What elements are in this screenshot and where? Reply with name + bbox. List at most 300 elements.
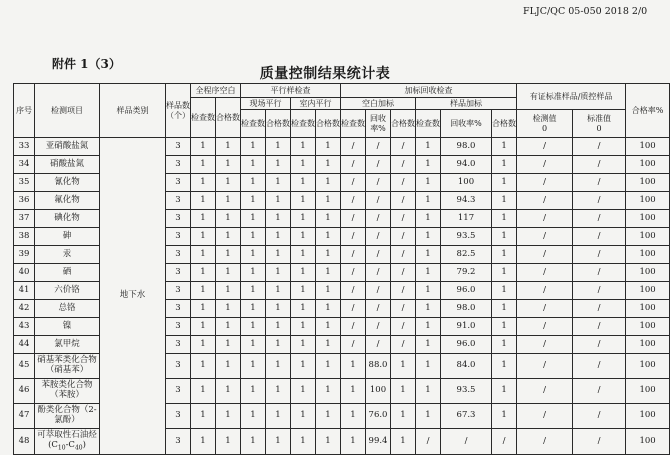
header-pass: 合格数 <box>266 110 291 138</box>
cell-bspike-recovery: / <box>366 174 391 192</box>
cell-bspike-checked: / <box>341 264 366 282</box>
cell-bspike-checked: 1 <box>341 379 366 404</box>
cell-blank-checked: 1 <box>191 228 216 246</box>
cell-lab-checked: 1 <box>291 282 316 300</box>
cell-no: 46 <box>14 379 35 404</box>
cell-bspike-recovery: / <box>366 192 391 210</box>
header-item: 检测项目 <box>35 84 100 138</box>
header-checked: 检查数 <box>416 110 441 138</box>
cell-blank-pass: 1 <box>216 138 241 156</box>
cell-item: 氟化物 <box>35 192 100 210</box>
cell-lab-pass: 1 <box>316 282 341 300</box>
cell-bspike-checked: 1 <box>341 404 366 429</box>
cell-field-pass: 1 <box>266 138 291 156</box>
cell-lab-checked: 1 <box>291 264 316 282</box>
cell-blank-pass: 1 <box>216 354 241 379</box>
cell-pass-rate: 100 <box>626 210 670 228</box>
cell-measured: / <box>517 192 573 210</box>
cell-sample-count: 3 <box>166 354 191 379</box>
cell-blank-checked: 1 <box>191 192 216 210</box>
cell-standard: / <box>573 174 626 192</box>
cell-item: 硝酸盐氮 <box>35 156 100 174</box>
cell-bspike-recovery: / <box>366 300 391 318</box>
cell-item: 氯甲烷 <box>35 336 100 354</box>
cell-lab-pass: 1 <box>316 379 341 404</box>
cell-bspike-recovery: / <box>366 282 391 300</box>
cell-standard: / <box>573 379 626 404</box>
cell-standard: / <box>573 336 626 354</box>
cell-blank-checked: 1 <box>191 246 216 264</box>
cell-bspike-pass: / <box>391 282 416 300</box>
cell-no: 34 <box>14 156 35 174</box>
cell-pass-rate: 100 <box>626 318 670 336</box>
cell-field-checked: 1 <box>241 300 266 318</box>
cell-bspike-checked: 1 <box>341 429 366 455</box>
cell-item: 亚硝酸盐氮 <box>35 138 100 156</box>
cell-field-pass: 1 <box>266 210 291 228</box>
cell-sspike-pass: 1 <box>492 138 517 156</box>
header-sample-spike: 样品加标 <box>416 98 517 110</box>
cell-field-pass: 1 <box>266 379 291 404</box>
cell-bspike-pass: / <box>391 174 416 192</box>
cell-standard: / <box>573 228 626 246</box>
cell-lab-pass: 1 <box>316 264 341 282</box>
cell-blank-pass: 1 <box>216 156 241 174</box>
cell-item: 苯胺类化合物（苯胺） <box>35 379 100 404</box>
cell-blank-checked: 1 <box>191 404 216 429</box>
cell-field-checked: 1 <box>241 354 266 379</box>
table-title: 质量控制结果统计表 <box>259 66 391 82</box>
cell-item: 汞 <box>35 246 100 264</box>
cell-pass-rate: 100 <box>626 354 670 379</box>
cell-sspike-pass: 1 <box>492 354 517 379</box>
cell-field-pass: 1 <box>266 192 291 210</box>
cell-sspike-checked: 1 <box>416 404 441 429</box>
cell-sspike-checked: 1 <box>416 210 441 228</box>
cell-sspike-recovery: 98.0 <box>441 138 492 156</box>
cell-sspike-checked: / <box>416 429 441 455</box>
cell-pass-rate: 100 <box>626 336 670 354</box>
cell-bspike-recovery: / <box>366 210 391 228</box>
cell-bspike-recovery: / <box>366 228 391 246</box>
cell-item: 酚类化合物（2-氯酚） <box>35 404 100 429</box>
header-measured: 检测值 0 <box>517 110 573 138</box>
cell-sspike-checked: 1 <box>416 354 441 379</box>
cell-measured: / <box>517 246 573 264</box>
cell-sspike-pass: 1 <box>492 228 517 246</box>
cell-sspike-recovery: 96.0 <box>441 282 492 300</box>
cell-sspike-checked: 1 <box>416 318 441 336</box>
cell-field-checked: 1 <box>241 192 266 210</box>
cell-measured: / <box>517 379 573 404</box>
cell-lab-checked: 1 <box>291 354 316 379</box>
cell-sspike-checked: 1 <box>416 192 441 210</box>
cell-no: 37 <box>14 210 35 228</box>
cell-lab-checked: 1 <box>291 228 316 246</box>
cell-sspike-recovery: 79.2 <box>441 264 492 282</box>
header-blank-checked: 检查数 <box>191 98 216 138</box>
cell-field-pass: 1 <box>266 318 291 336</box>
cell-blank-checked: 1 <box>191 379 216 404</box>
cell-field-checked: 1 <box>241 246 266 264</box>
cell-lab-pass: 1 <box>316 192 341 210</box>
header-seq: 序号 <box>14 84 35 138</box>
cell-sspike-recovery: / <box>441 429 492 455</box>
cell-blank-checked: 1 <box>191 156 216 174</box>
cell-standard: / <box>573 282 626 300</box>
cell-pass-rate: 100 <box>626 300 670 318</box>
cell-blank-pass: 1 <box>216 246 241 264</box>
cell-pass-rate: 100 <box>626 246 670 264</box>
header-checked: 检查数 <box>341 110 366 138</box>
cell-bspike-checked: / <box>341 300 366 318</box>
cell-pass-rate: 100 <box>626 404 670 429</box>
cell-lab-pass: 1 <box>316 404 341 429</box>
cell-field-pass: 1 <box>266 404 291 429</box>
cell-standard: / <box>573 264 626 282</box>
cell-pass-rate: 100 <box>626 282 670 300</box>
cell-lab-pass: 1 <box>316 210 341 228</box>
cell-sspike-recovery: 84.0 <box>441 354 492 379</box>
cell-sspike-pass: 1 <box>492 336 517 354</box>
cell-bspike-checked: / <box>341 228 366 246</box>
cell-no: 44 <box>14 336 35 354</box>
qc-results-table <box>13 83 670 455</box>
cell-sspike-recovery: 117 <box>441 210 492 228</box>
cell-blank-pass: 1 <box>216 336 241 354</box>
cell-field-checked: 1 <box>241 264 266 282</box>
cell-lab-checked: 1 <box>291 318 316 336</box>
cell-blank-pass: 1 <box>216 228 241 246</box>
header-standard: 标准值 0 <box>573 110 626 138</box>
cell-sspike-pass: 1 <box>492 174 517 192</box>
cell-lab-pass: 1 <box>316 429 341 455</box>
header-pass: 合格数 <box>391 110 416 138</box>
cell-bspike-pass: / <box>391 318 416 336</box>
cell-field-pass: 1 <box>266 174 291 192</box>
cell-blank-pass: 1 <box>216 404 241 429</box>
cell-pass-rate: 100 <box>626 156 670 174</box>
cell-no: 35 <box>14 174 35 192</box>
header-blank-pass: 合格数 <box>216 98 241 138</box>
cell-bspike-pass: 1 <box>391 354 416 379</box>
cell-blank-checked: 1 <box>191 318 216 336</box>
table-row <box>14 138 670 156</box>
cell-pass-rate: 100 <box>626 228 670 246</box>
cell-blank-pass: 1 <box>216 282 241 300</box>
cell-lab-checked: 1 <box>291 138 316 156</box>
header-sample-count: 样品数（个） <box>166 84 191 138</box>
cell-standard: / <box>573 354 626 379</box>
cell-no: 41 <box>14 282 35 300</box>
cell-standard: / <box>573 300 626 318</box>
cell-blank-pass: 1 <box>216 300 241 318</box>
cell-sample-count: 3 <box>166 300 191 318</box>
cell-blank-checked: 1 <box>191 300 216 318</box>
cell-pass-rate: 100 <box>626 174 670 192</box>
cell-lab-pass: 1 <box>316 354 341 379</box>
cell-bspike-checked: / <box>341 138 366 156</box>
cell-blank-pass: 1 <box>216 379 241 404</box>
cell-field-checked: 1 <box>241 379 266 404</box>
cell-measured: / <box>517 318 573 336</box>
cell-lab-checked: 1 <box>291 404 316 429</box>
cell-blank-checked: 1 <box>191 174 216 192</box>
cell-bspike-recovery: 88.0 <box>366 354 391 379</box>
cell-blank-pass: 1 <box>216 192 241 210</box>
cell-bspike-checked: / <box>341 192 366 210</box>
cell-lab-pass: 1 <box>316 228 341 246</box>
cell-no: 43 <box>14 318 35 336</box>
cell-measured: / <box>517 138 573 156</box>
cell-sspike-pass: 1 <box>492 379 517 404</box>
cell-item: 氰化物 <box>35 174 100 192</box>
cell-sspike-pass: 1 <box>492 156 517 174</box>
header-pass-rate: 合格率% <box>626 84 670 138</box>
cell-bspike-pass: / <box>391 336 416 354</box>
cell-lab-checked: 1 <box>291 156 316 174</box>
cell-item: 六价铬 <box>35 282 100 300</box>
cell-sample-count: 3 <box>166 404 191 429</box>
cell-blank-checked: 1 <box>191 354 216 379</box>
cell-item: 砷 <box>35 228 100 246</box>
cell-sample-count: 3 <box>166 246 191 264</box>
cell-pass-rate: 100 <box>626 429 670 455</box>
cell-bspike-pass: 1 <box>391 379 416 404</box>
cell-bspike-checked: / <box>341 156 366 174</box>
cell-measured: / <box>517 282 573 300</box>
cell-item: 可萃取性石油烃 $(C_{10}-C_{40})$ <box>35 429 100 455</box>
cell-bspike-pass: 1 <box>391 429 416 455</box>
cell-lab-checked: 1 <box>291 379 316 404</box>
cell-no: 38 <box>14 228 35 246</box>
cell-bspike-pass: / <box>391 138 416 156</box>
cell-measured: / <box>517 174 573 192</box>
header-checked: 检查数 <box>241 110 266 138</box>
cell-field-pass: 1 <box>266 156 291 174</box>
cell-measured: / <box>517 264 573 282</box>
cell-sample-count: 3 <box>166 138 191 156</box>
cell-sspike-recovery: 94.3 <box>441 192 492 210</box>
header-blank-spike: 空白加标 <box>341 98 416 110</box>
cell-sample-type: 地下水 <box>100 138 166 455</box>
cell-field-pass: 1 <box>266 246 291 264</box>
cell-no: 36 <box>14 192 35 210</box>
cell-field-pass: 1 <box>266 282 291 300</box>
cell-sspike-recovery: 93.5 <box>441 228 492 246</box>
cell-measured: / <box>517 210 573 228</box>
cell-pass-rate: 100 <box>626 192 670 210</box>
cell-blank-pass: 1 <box>216 429 241 455</box>
cell-blank-pass: 1 <box>216 174 241 192</box>
cell-bspike-checked: / <box>341 174 366 192</box>
cell-sspike-pass: 1 <box>492 404 517 429</box>
cell-sspike-recovery: 98.0 <box>441 300 492 318</box>
cell-lab-pass: 1 <box>316 138 341 156</box>
cell-sample-count: 3 <box>166 192 191 210</box>
cell-sspike-recovery: 96.0 <box>441 336 492 354</box>
header-pass: 合格数 <box>316 110 341 138</box>
cell-field-checked: 1 <box>241 404 266 429</box>
cell-measured: / <box>517 300 573 318</box>
cell-bspike-recovery: 76.0 <box>366 404 391 429</box>
cell-lab-pass: 1 <box>316 246 341 264</box>
cell-blank-checked: 1 <box>191 336 216 354</box>
cell-sample-count: 3 <box>166 282 191 300</box>
cell-standard: / <box>573 192 626 210</box>
header-field-parallel: 现场平行 <box>241 98 291 110</box>
cell-pass-rate: 100 <box>626 138 670 156</box>
cell-field-checked: 1 <box>241 282 266 300</box>
cell-field-checked: 1 <box>241 156 266 174</box>
cell-sample-count: 3 <box>166 210 191 228</box>
cell-sspike-pass: 1 <box>492 318 517 336</box>
cell-blank-checked: 1 <box>191 138 216 156</box>
cell-measured: / <box>517 228 573 246</box>
cell-lab-checked: 1 <box>291 174 316 192</box>
cell-bspike-checked: / <box>341 336 366 354</box>
cell-sample-count: 3 <box>166 429 191 455</box>
cell-standard: / <box>573 210 626 228</box>
cell-sspike-checked: 1 <box>416 264 441 282</box>
cell-lab-pass: 1 <box>316 336 341 354</box>
cell-sample-count: 3 <box>166 264 191 282</box>
cell-item: 镍 <box>35 318 100 336</box>
cell-bspike-pass: / <box>391 156 416 174</box>
cell-no: 39 <box>14 246 35 264</box>
cell-lab-pass: 1 <box>316 156 341 174</box>
cell-lab-checked: 1 <box>291 246 316 264</box>
cell-bspike-recovery: / <box>366 264 391 282</box>
cell-field-checked: 1 <box>241 429 266 455</box>
cell-field-checked: 1 <box>241 138 266 156</box>
cell-field-pass: 1 <box>266 264 291 282</box>
cell-sample-count: 3 <box>166 174 191 192</box>
cell-bspike-pass: / <box>391 300 416 318</box>
cell-bspike-recovery: 99.4 <box>366 429 391 455</box>
cell-field-checked: 1 <box>241 210 266 228</box>
cell-item: 硒 <box>35 264 100 282</box>
cell-blank-checked: 1 <box>191 210 216 228</box>
header-spike-group: 加标回收检查 <box>341 84 517 98</box>
cell-field-pass: 1 <box>266 336 291 354</box>
cell-sample-count: 3 <box>166 379 191 404</box>
cell-sspike-checked: 1 <box>416 156 441 174</box>
cell-no: 47 <box>14 404 35 429</box>
cell-blank-checked: 1 <box>191 429 216 455</box>
cell-sspike-checked: 1 <box>416 174 441 192</box>
cell-no: 45 <box>14 354 35 379</box>
cell-sspike-checked: 1 <box>416 138 441 156</box>
cell-standard: / <box>573 246 626 264</box>
cell-standard: / <box>573 156 626 174</box>
cell-lab-pass: 1 <box>316 318 341 336</box>
cell-blank-pass: 1 <box>216 264 241 282</box>
cell-bspike-checked: / <box>341 210 366 228</box>
cell-measured: / <box>517 336 573 354</box>
cell-sspike-checked: 1 <box>416 379 441 404</box>
cell-lab-checked: 1 <box>291 210 316 228</box>
cell-measured: / <box>517 429 573 455</box>
cell-sspike-checked: 1 <box>416 336 441 354</box>
cell-bspike-pass: / <box>391 210 416 228</box>
cell-measured: / <box>517 404 573 429</box>
header-checked: 检查数 <box>291 110 316 138</box>
cell-sspike-checked: 1 <box>416 282 441 300</box>
cell-sspike-pass: 1 <box>492 246 517 264</box>
cell-lab-checked: 1 <box>291 192 316 210</box>
cell-item: 硝基苯类化合物（硝基苯） <box>35 354 100 379</box>
cell-sample-count: 3 <box>166 156 191 174</box>
cell-sspike-checked: 1 <box>416 228 441 246</box>
cell-bspike-pass: 1 <box>391 404 416 429</box>
cell-sspike-checked: 1 <box>416 300 441 318</box>
cell-bspike-checked: / <box>341 318 366 336</box>
cell-bspike-pass: / <box>391 264 416 282</box>
cell-standard: / <box>573 138 626 156</box>
document-code: FLJC/QC 05-050 2018 2/0 <box>523 6 648 17</box>
cell-bspike-recovery: / <box>366 156 391 174</box>
cell-blank-checked: 1 <box>191 264 216 282</box>
cell-field-pass: 1 <box>266 228 291 246</box>
cell-field-checked: 1 <box>241 228 266 246</box>
cell-sample-count: 3 <box>166 318 191 336</box>
cell-sspike-pass: 1 <box>492 210 517 228</box>
cell-field-pass: 1 <box>266 354 291 379</box>
cell-field-checked: 1 <box>241 336 266 354</box>
cell-pass-rate: 100 <box>626 379 670 404</box>
cell-lab-checked: 1 <box>291 429 316 455</box>
cell-sample-count: 3 <box>166 228 191 246</box>
cell-bspike-recovery: / <box>366 246 391 264</box>
cell-sspike-pass: / <box>492 429 517 455</box>
cell-standard: / <box>573 318 626 336</box>
cell-bspike-checked: 1 <box>341 354 366 379</box>
cell-item: 总铬 <box>35 300 100 318</box>
cell-lab-checked: 1 <box>291 300 316 318</box>
cell-sspike-recovery: 100 <box>441 174 492 192</box>
cell-sspike-pass: 1 <box>492 192 517 210</box>
cell-sspike-recovery: 91.0 <box>441 318 492 336</box>
cell-lab-checked: 1 <box>291 336 316 354</box>
cell-sspike-recovery: 93.5 <box>441 379 492 404</box>
header-type: 样品类别 <box>100 84 166 138</box>
cell-blank-pass: 1 <box>216 318 241 336</box>
cell-sspike-recovery: 82.5 <box>441 246 492 264</box>
cell-sspike-recovery: 94.0 <box>441 156 492 174</box>
cell-bspike-recovery: / <box>366 318 391 336</box>
cell-sspike-pass: 1 <box>492 282 517 300</box>
cell-bspike-pass: / <box>391 228 416 246</box>
cell-standard: / <box>573 429 626 455</box>
cell-field-pass: 1 <box>266 429 291 455</box>
cell-blank-pass: 1 <box>216 210 241 228</box>
header-cert-group: 有证标准样品/质控样品 <box>517 84 626 110</box>
header-parallel-group: 平行样检查 <box>241 84 341 98</box>
cell-bspike-recovery: / <box>366 138 391 156</box>
cell-sspike-pass: 1 <box>492 300 517 318</box>
cell-blank-checked: 1 <box>191 282 216 300</box>
header-blank-group: 全程序空白 <box>191 84 241 98</box>
cell-bspike-pass: / <box>391 246 416 264</box>
cell-bspike-pass: / <box>391 192 416 210</box>
cell-measured: / <box>517 354 573 379</box>
cell-sspike-pass: 1 <box>492 264 517 282</box>
attachment-label: 附件 1（3） <box>52 57 121 71</box>
header-pass: 合格数 <box>492 110 517 138</box>
cell-field-checked: 1 <box>241 174 266 192</box>
cell-item: 碘化物 <box>35 210 100 228</box>
